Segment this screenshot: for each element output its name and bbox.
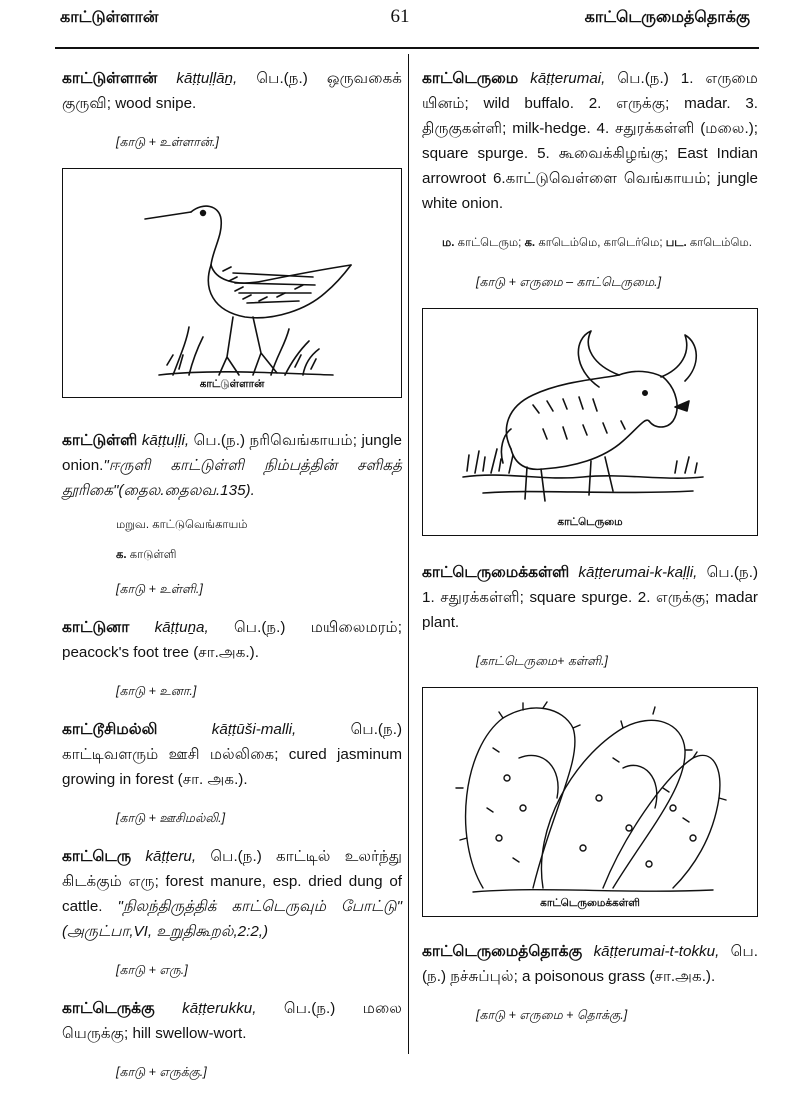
etymology: [காடு + எருக்கு.] <box>116 1065 207 1079</box>
definition: பெ.(ந.) 1. சதுரக்கள்ளி; square spurge. 2. எருக்கு; madar plant. <box>422 564 758 631</box>
language-abbr: பட. <box>665 237 687 249</box>
entry-wild-buffalo <box>422 66 758 216</box>
headword: காட்டெருமைக்கள்ளி <box>422 564 570 581</box>
transliteration: kāṭṭeru, <box>145 848 197 865</box>
transliteration: kāṭṭuḷḷāṉ, <box>176 70 238 87</box>
transliteration: kāṭṭuḷḷi, <box>141 432 190 449</box>
language-abbr: க. <box>116 549 127 561</box>
transliteration: kāṭṭerumai-k-kaḷḷi, <box>578 564 698 581</box>
headword: காட்டெரு <box>62 848 132 865</box>
snipe-illustration <box>63 169 401 397</box>
figure-caption: காட்டெருமை <box>557 516 623 528</box>
transliteration: kāṭṭerukku, <box>182 1000 257 1017</box>
transliteration: kāṭṭerumai-t-tokku, <box>593 943 720 960</box>
buffalo-illustration <box>423 309 757 535</box>
cognate-text: காட்டெரும; <box>454 237 525 249</box>
header-rule <box>55 47 759 49</box>
transliteration: kāṭṭūši-malli, <box>211 721 297 738</box>
etymology: [காட்டெருமை+ கள்ளி.] <box>476 654 608 668</box>
citation: "ஈருளி காட்டுள்ளி நிம்பத்தின் சளிகத் தூரிகை"(தைல.தைலவ.135). <box>62 457 402 499</box>
entry-jasminum <box>62 717 402 792</box>
headword: காட்டுள்ளான் <box>62 70 158 87</box>
etymology: [காடு + எருமை – காட்டெருமை.] <box>476 275 662 289</box>
headword: காட்டெருமைத்தொக்கு <box>422 943 583 960</box>
definition: பெ.(ந.) நச்சுப்புல்; a poisonous grass (சா.அக.). <box>422 943 758 985</box>
cognate-note <box>116 547 402 563</box>
entry-forest-manure <box>62 844 402 944</box>
entry-wood-snipe <box>62 66 402 116</box>
figure-wild-buffalo <box>422 308 758 536</box>
entry-swallow-wort <box>62 996 402 1046</box>
entry-jungle-onion <box>62 428 402 503</box>
figure-caption: காட்டுள்ளான் <box>199 378 265 390</box>
entry-peacock-foot-tree <box>62 615 402 665</box>
language-abbr: க. <box>524 237 536 249</box>
definition: பெ.(ந.) மயிலைமரம்; peacock's foot tree (சா.அக.). <box>62 619 402 661</box>
cognate-text: காடெம்மெ. <box>686 237 752 249</box>
etymology: [காடு + உள்ளி.] <box>116 582 203 596</box>
figure-cactus <box>422 687 758 917</box>
figure-wood-snipe <box>62 168 402 398</box>
citation: "நிலந்திருத்திக் காட்டெருவும் போட்டு" (அருட்பா,VI, உறுதிகூறல்,2:2,) <box>62 898 402 940</box>
variant-note: மறுவ. காட்டுவெங்காயம் <box>116 519 248 531</box>
figure-caption: காட்டெருமைக்கள்ளி <box>540 897 640 909</box>
page-number: 61 <box>390 6 410 27</box>
column-divider <box>408 54 409 1054</box>
transliteration: kāṭṭuṉa, <box>154 619 209 636</box>
etymology: [காடு + ஊசிமல்லி.] <box>116 811 226 825</box>
running-head-right: காட்டெருமைத்தொக்கு <box>584 9 750 26</box>
etymology: [காடு + எரு.] <box>116 963 188 977</box>
headword: காட்டுனா <box>62 619 130 636</box>
cognate-text: காடுள்ளி <box>126 549 177 561</box>
headword: காட்டுள்ளி <box>62 432 138 449</box>
running-head-left: காட்டுள்ளான் <box>60 9 159 26</box>
entry-poisonous-grass <box>422 939 758 989</box>
language-abbr: ம. <box>442 237 455 249</box>
headword: காட்டெருமை <box>422 70 519 87</box>
headword: காட்டூசிமல்லி <box>62 721 158 738</box>
right-column <box>422 66 758 1041</box>
cognate-note <box>442 230 758 256</box>
page-header <box>0 0 800 50</box>
definition: பெ.(ந.) 1. எருமை யினம்; wild buffalo. 2. எருக்கு; madar. 3. திருகுகள்ளி; milk-hedge. 4. சதுரக்கள்ளி (மலை.); square spurge. 5. கூவைக்கிழங்கு; East Indian arrowroot 6.காட்டுவெள்ளை வெங்காயம்; jungle white onion. <box>422 70 758 212</box>
left-column <box>62 66 402 1098</box>
etymology: [காடு + உள்ளான்.] <box>116 135 219 149</box>
cognate-text: காடெம்மெ, காடெர்மெ; <box>535 237 666 249</box>
headword: காட்டெருக்கு <box>62 1000 155 1017</box>
definition: பெ.(ந.) காட்டில் உலர்ந்து கிடக்கும் எரு; forest manure, esp. dried dung of cattle. <box>62 848 402 915</box>
definition: பெ.(ந.) நரிவெங்காயம்; jungle onion. <box>62 432 402 474</box>
definition: பெ.(ந.) ஒருவகைக் குருவி; wood snipe. <box>62 70 402 112</box>
definition: பெ.(ந.) மலை யெருக்கு; hill swellow-wort. <box>62 1000 402 1042</box>
etymology: [காடு + உனா.] <box>116 684 197 698</box>
transliteration: kāṭṭerumai, <box>530 70 606 87</box>
entry-square-spurge <box>422 560 758 635</box>
cactus-illustration <box>423 688 757 916</box>
etymology: [காடு + எருமை + தொக்கு.] <box>476 1008 628 1022</box>
definition: பெ.(ந.) காட்டிவளரும் ஊசி மல்லிகை; cured jasminum growing in forest (சா. அக.). <box>62 721 402 788</box>
